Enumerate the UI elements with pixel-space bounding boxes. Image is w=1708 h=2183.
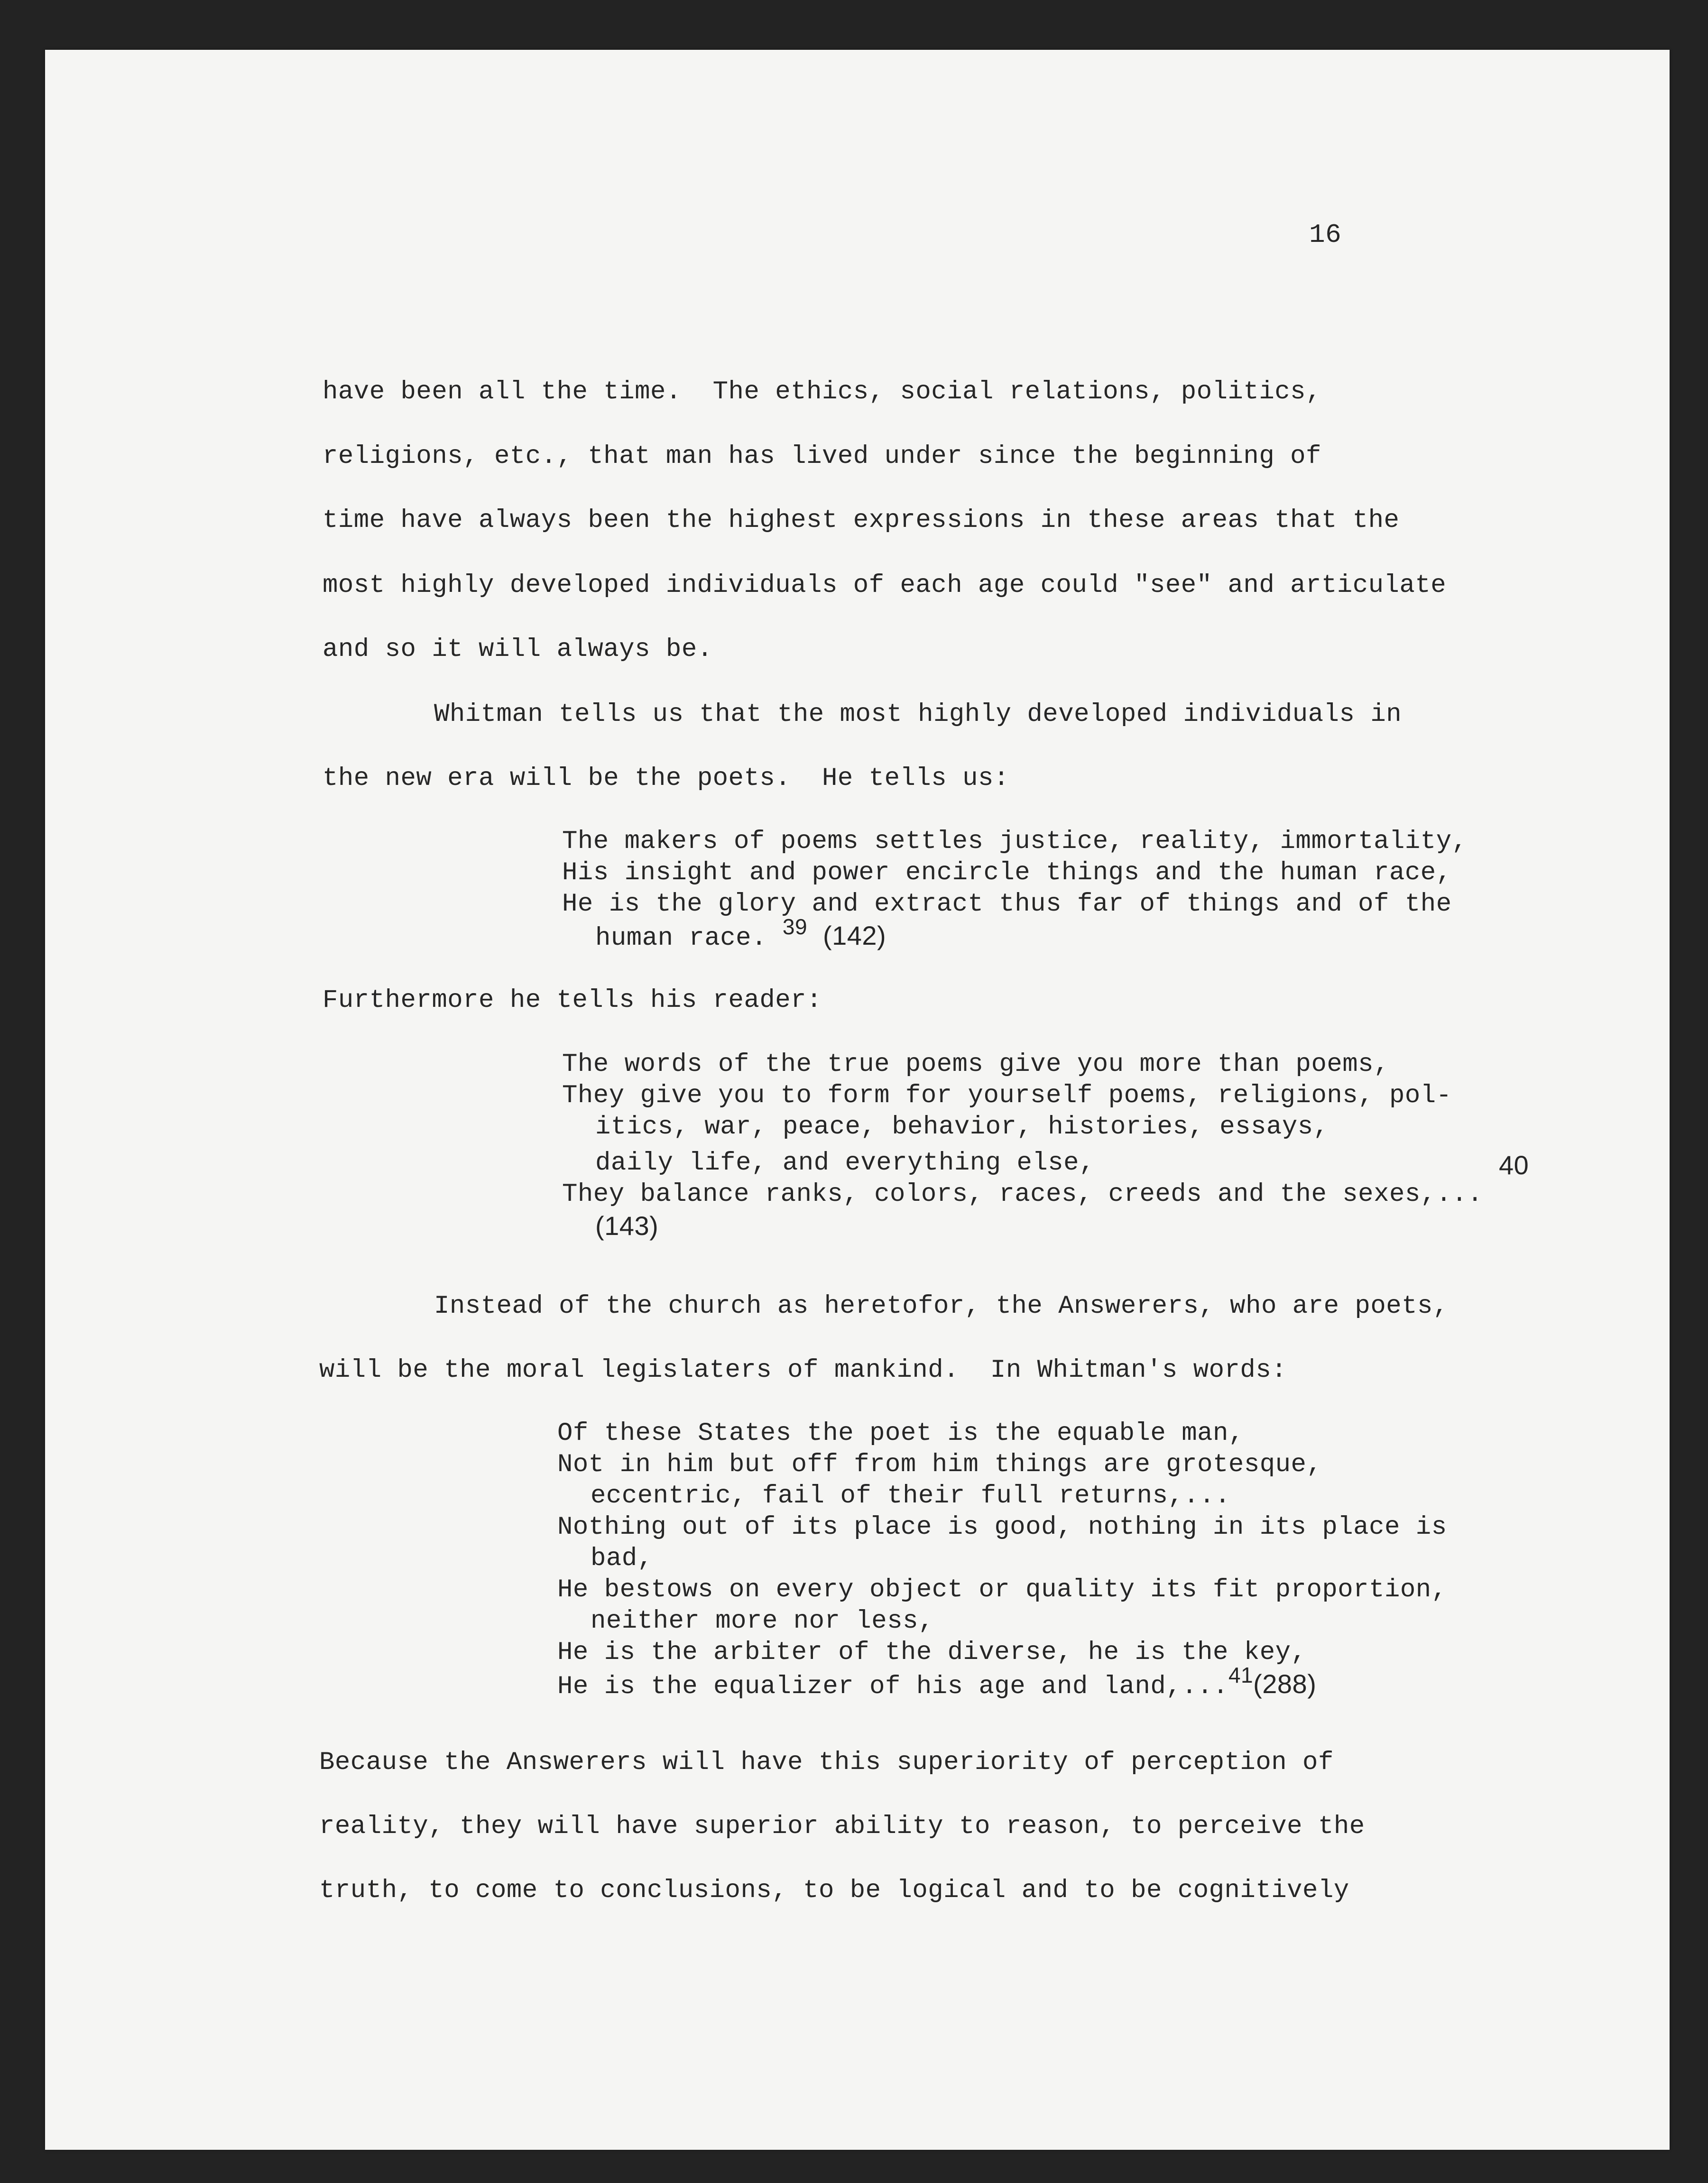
quote-text: human race. xyxy=(595,924,767,953)
page-reference: (288) xyxy=(1253,1669,1317,1699)
quote-line: The words of the true poems give you more than poems, xyxy=(562,1050,1389,1079)
page-number: 16 xyxy=(1309,220,1342,250)
body-line: most highly developed individuals of each age could "see" and articulate xyxy=(323,571,1447,600)
quote-line: He is the arbiter of the diverse, he is the key, xyxy=(557,1638,1307,1667)
page-reference: (143) xyxy=(595,1211,659,1241)
body-line: time have always been the highest expressions in these areas that the xyxy=(323,506,1400,535)
quote-line xyxy=(595,914,886,953)
typed-page xyxy=(45,50,1670,2150)
page-reference: (142) xyxy=(822,921,886,950)
quote-line xyxy=(557,1663,1317,1701)
quote-line: His insight and power encircle things and the human race, xyxy=(562,858,1452,887)
footnote-marker: 41 xyxy=(1228,1663,1254,1687)
body-line: the new era will be the poets. He tells us: xyxy=(323,764,1009,793)
body-line: Because the Answerers will have this superiority of perception of xyxy=(319,1748,1334,1777)
quote-line: itics, war, peace, behavior, histories, essays, xyxy=(595,1113,1329,1142)
quote-text: He is the equalizer of his age and land,... xyxy=(557,1672,1228,1701)
body-line: and so it will always be. xyxy=(323,635,713,664)
body-line: truth, to come to conclusions, to be logical and to be cognitively xyxy=(319,1876,1349,1905)
footnote-marker: 39 xyxy=(782,914,808,939)
footnote-marker: 40 xyxy=(1499,1150,1529,1180)
body-line: Whitman tells us that the most highly developed individuals in xyxy=(434,700,1402,729)
quote-line: eccentric, fail of their full returns,... xyxy=(591,1482,1231,1511)
body-line: Furthermore he tells his reader: xyxy=(323,986,822,1015)
quote-line: bad, xyxy=(591,1544,653,1573)
quote-line: Of these States the poet is the equable man, xyxy=(557,1419,1244,1448)
quote-line: He bestows on every object or quality its fit proportion, xyxy=(557,1575,1447,1604)
quote-line: neither more nor less, xyxy=(591,1607,934,1636)
quote-line: Not in him but off from him things are grotesque, xyxy=(557,1450,1322,1479)
quote-line: They give you to form for yourself poems, religions, pol- xyxy=(562,1081,1452,1110)
body-line: have been all the time. The ethics, social relations, politics, xyxy=(323,378,1321,406)
quote-line: Nothing out of its place is good, nothing in its place is xyxy=(557,1513,1447,1542)
body-line: reality, they will have superior ability to reason, to perceive the xyxy=(319,1812,1365,1841)
body-line: Instead of the church as heretofor, the Answerers, who are poets, xyxy=(434,1292,1449,1321)
body-line: religions, etc., that man has lived under since the beginning of xyxy=(323,442,1321,471)
body-line: will be the moral legislaters of mankind. In Whitman's words: xyxy=(319,1356,1287,1385)
quote-line: The makers of poems settles justice, reality, immortality, xyxy=(562,827,1468,856)
quote-line: daily life, and everything else, xyxy=(595,1149,1095,1178)
quote-line: They balance ranks, colors, races, creeds and the sexes,... xyxy=(562,1180,1483,1209)
quote-line: He is the glory and extract thus far of things and of the xyxy=(562,890,1452,919)
